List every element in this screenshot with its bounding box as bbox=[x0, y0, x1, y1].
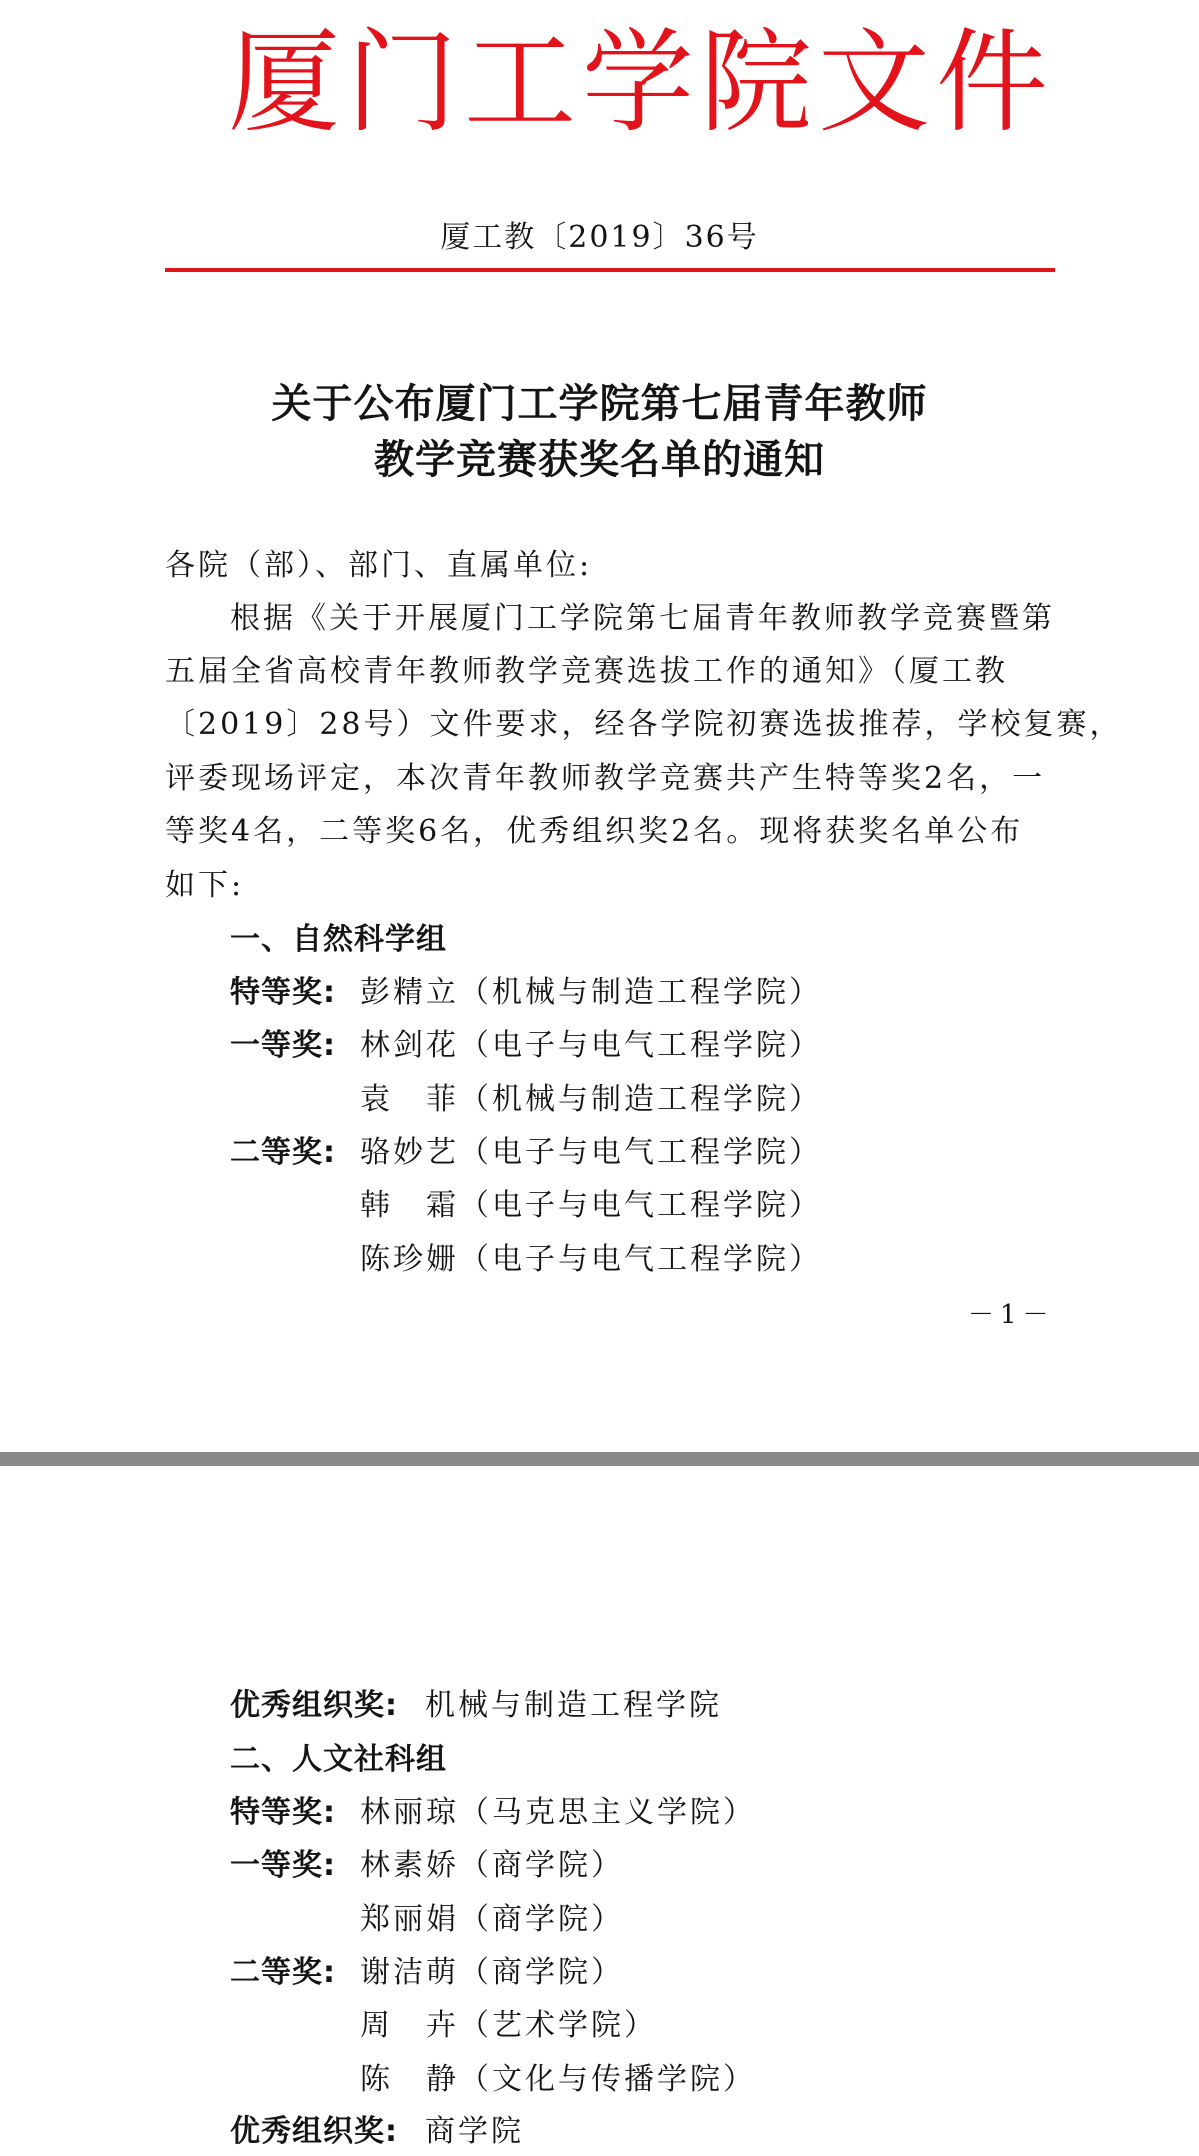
award-label-organization: 优秀组织奖: bbox=[230, 2114, 398, 2149]
award-label-second: 二等奖: bbox=[230, 1135, 336, 1170]
award-winner: 韩 霜（电子与电气工程学院） bbox=[360, 1188, 822, 1223]
award-winner: 林剑花（电子与电气工程学院） bbox=[360, 1028, 822, 1063]
paragraph-line: 五届全省高校青年教师教学竞赛选拔工作的通知》（厦工教 bbox=[165, 654, 1008, 689]
page-number: －1－ bbox=[968, 1300, 1055, 1330]
award-winner-organization: 机械与制造工程学院 bbox=[425, 1688, 722, 1723]
notice-title-line-2: 教学竞赛获奖名单的通知 bbox=[374, 437, 825, 483]
paragraph-line: 等奖4名，二等奖6名，优秀组织奖2名。现将获奖名单公布 bbox=[165, 814, 1024, 849]
award-winner: 彭精立（机械与制造工程学院） bbox=[360, 975, 822, 1010]
section-heading-natural-science: 一、自然科学组 bbox=[230, 922, 447, 957]
award-label-special: 特等奖: bbox=[230, 975, 336, 1010]
award-label-organization: 优秀组织奖: bbox=[230, 1688, 398, 1723]
paragraph-line: 〔2019〕28号）文件要求，经各学院初赛选拔推荐，学校复赛， bbox=[165, 707, 1123, 742]
award-label-second: 二等奖: bbox=[230, 1955, 336, 1990]
page-separator bbox=[0, 1452, 1199, 1466]
award-winner: 林丽琼（马克思主义学院） bbox=[360, 1795, 756, 1830]
award-winner: 周 卉（艺术学院） bbox=[360, 2008, 657, 2043]
paragraph-line: 如下: bbox=[165, 868, 245, 903]
award-winner: 林素娇（商学院） bbox=[360, 1848, 624, 1883]
document-number: 厦工教〔2019〕36号 bbox=[440, 220, 759, 255]
red-divider bbox=[165, 268, 1055, 272]
section-heading-humanities: 二、人文社科组 bbox=[230, 1742, 447, 1777]
award-winner: 郑丽娟（商学院） bbox=[360, 1902, 624, 1937]
salutation: 各院（部）、部门、直属单位: bbox=[165, 548, 593, 583]
award-winner-organization: 商学院 bbox=[425, 2114, 524, 2149]
paragraph-line: 根据《关于开展厦门工学院第七届青年教师教学竞赛暨第 bbox=[230, 601, 1055, 636]
award-winner: 骆妙艺（电子与电气工程学院） bbox=[360, 1135, 822, 1170]
award-label-first: 一等奖: bbox=[230, 1028, 336, 1063]
award-winner: 陈珍姗（电子与电气工程学院） bbox=[360, 1242, 822, 1277]
award-winner: 袁 菲（机械与制造工程学院） bbox=[360, 1082, 822, 1117]
header-title: 厦门工学院文件 bbox=[228, 18, 1054, 148]
award-winner: 陈 静（文化与传播学院） bbox=[360, 2062, 756, 2097]
notice-title-line-1: 关于公布厦门工学院第七届青年教师 bbox=[271, 381, 928, 427]
paragraph-line: 评委现场评定，本次青年教师教学竞赛共产生特等奖2名，一 bbox=[165, 761, 1046, 796]
award-winner: 谢洁萌（商学院） bbox=[360, 1955, 624, 1990]
document-page-2 bbox=[0, 1466, 1199, 2156]
award-label-special: 特等奖: bbox=[230, 1795, 336, 1830]
award-label-first: 一等奖: bbox=[230, 1848, 336, 1883]
